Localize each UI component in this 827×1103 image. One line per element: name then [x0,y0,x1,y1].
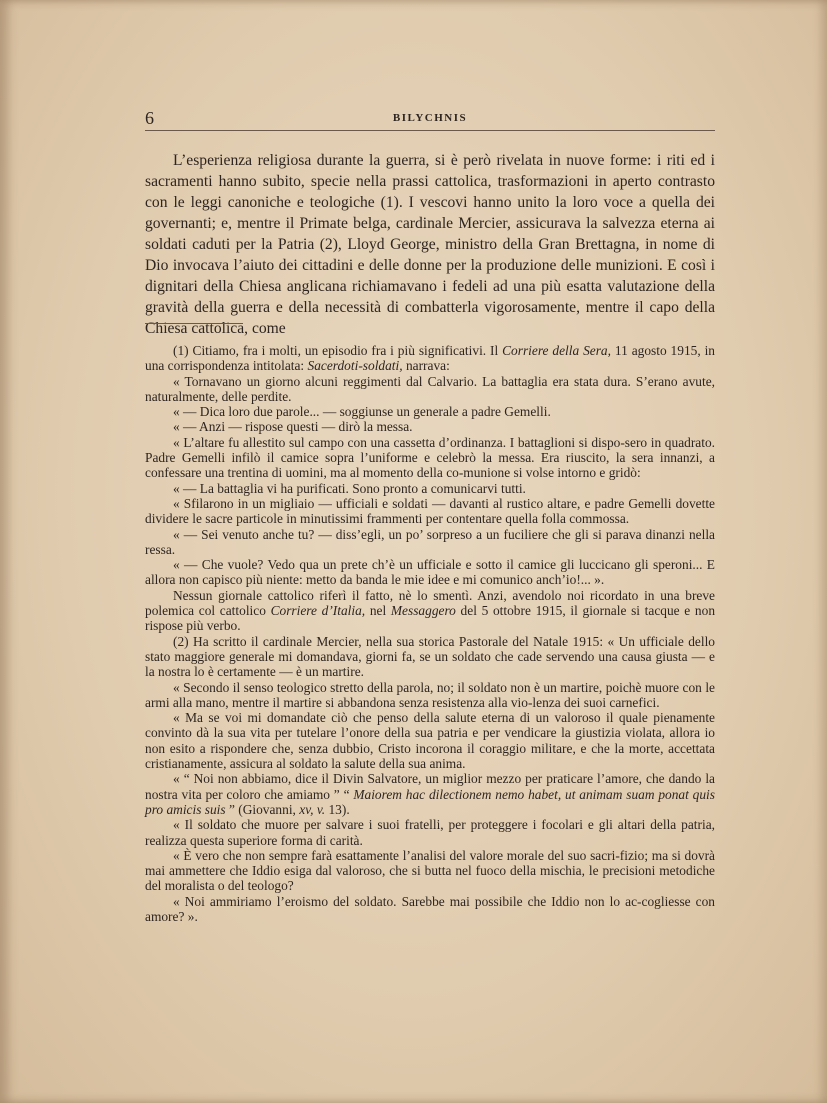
footnote-text: narrava: [402,358,450,374]
body-paragraph: L’esperienza religiosa durante la guerra, si è però rivelata in nuove forme: i riti ed i sacramenti hanno subito, specie nella prassi cattolica, trasformazioni in aperto contrasto con le leggi canoniche e teologiche (1). I vescovi hanno unito la loro voce a quella dei governanti; e, mentre il Primate belga, cardinale Mercier, assicurava la salvezza eterna ai soldati caduti per la Patria (2), Lloyd George, ministro della Gran Brettagna, in nome di Dio invocava l’aiuto dei cittadini e delle donne per la produzione delle munizioni. E così i dignitari della Chiesa anglicana richiamavano i fedeli ad una più esatta valutazione della gravità della guerra e della necessità di combatterla vigorosamente, mentre il capo della Chiesa cattolica, come [145,152,715,337]
footnote-text: del 5 ottobre 1915, il giornale si tacque e non rispose più verbo. [145,603,716,634]
footnote-2-quote: « Noi ammiriamo l’eroismo del soldato. Sarebbe mai possibile che Iddio non lo ac-cogliesse con amore? ». [145,893,715,924]
newspaper-title: Corriere della Sera, [502,343,611,358]
footnote-1-intro [145,343,715,374]
footnote-1-quote: « — La battaglia vi ha purificati. Sono pronto a comunicarvi tutti. [173,480,526,496]
latin-quote: Maiorem hac dilectionem nemo habet, ut animam suam ponat quis pro amicis suis [145,786,715,817]
footnote-1-quote: « Tornavano un giorno alcuni reggimenti dal Calvario. La battaglia era stata dura. S’erano avute, naturalmente, delle perdite. [145,373,715,404]
footnote-2-quote: « Il soldato che muore per salvare i suoi fratelli, per proteggere i focolari e gli altari della patria, realizza questa superiore forma di carità. [145,817,715,848]
footnote-2-quote: « Secondo il senso teologico stretto della parola, no; il soldato non è un martire, poichè muore con le armi alla mano, mentre il martire si abbandona senza resistenza alla vio-lenza dei suoi carnefici. [145,679,715,710]
footnote-1-closing [145,588,715,634]
footnote-text: nel [365,603,391,619]
footnote-separator [145,323,243,324]
footnote-text: 13). [325,801,350,817]
footnote-text: « “ Noi non abbiamo, dice il Divin Salvatore, un miglior mezzo per praticare l’amore, che dando la nostra vita per coloro che amiamo ” “ [145,771,715,802]
footnote-text: Nessun giornale cattolico riferì il fatto, nè lo smentì. Anzi, avendolo noi ricordato in una breve polemica col cattolico [145,587,715,619]
verse-reference: xv, v. [299,801,326,817]
footnote-1-quote: « — Anzi — rispose questi — dirò la messa. [173,419,413,435]
footnote-1-quote: « — Sei venuto anche tu? — diss’egli, un po’ sorpreso a un fuciliere che gli si parava dinanzi nella ressa. [145,526,715,557]
footnote-2-intro: (2) Ha scritto il cardinale Mercier, nella sua storica Pastorale del Natale 1915: « Un ufficiale dello stato maggiore generale mi domandava, giorni fa, se un soldato che cade servendo una causa giusta — e la nostra lo è certamente — è un martire. [145,633,715,680]
footnote-text: (1) Citiamo, fra i molti, un episodio fra i più significativi. Il [173,343,503,358]
footnote-1-quote: « Sfilarono in un migliaio — ufficiali e soldati — davanti al rustico altare, e padre Gemelli dovette dividere le sacre particole in minutissimi frammenti per contentare quella folla commossa. [145,495,715,527]
footnote-1-quote: « — Che vuole? Vedo qua un prete ch’è un ufficiale e sotto il camice gli luccicano gli speroni... E allora non capisco più niente: metto da banda le mie idee e mi comunico anch’io!... ». [145,557,715,588]
footnote-1-quote: « — Dica loro due parole... — soggiunse un generale a padre Gemelli. [173,404,551,420]
footnote-text: 11 agosto 1915, in una corrispondenza intitolata: [145,343,716,374]
footnote-2-quote [145,771,715,817]
page-number: 6 [145,108,154,128]
newspaper-title: Messaggero [390,603,456,619]
footnote-2-quote: « Ma se voi mi domandate ciò che penso della salute eterna di un valoroso il quale pienamente convinto dà la sua vita per tutelare l’onore della sua patria e per vendicare la giustizia violata, allora io non esito a rispondere che, senza dubbio, Cristo incorona il coraggio militare, e che la morte, accettata cristianamente, assicura al soldato la salute della sua anima. [145,710,715,772]
page-header [145,108,715,131]
main-text [145,150,715,339]
newspaper-title: Corriere d’Italia, [270,603,366,619]
footnote-1-quote: « L’altare fu allestito sul campo con una cassetta d’ordinanza. I battaglioni si dispo-sero in quadrato. Padre Gemelli infilò il camice sopra l’uniforme e celebrò la messa. Era riuscito, la sera innanzi, a confessare una trentina di uomini, ma al momento della co-munione si volse intorno e gridò: [145,434,715,481]
footnote-text: ” (Giovanni, [225,801,300,817]
footnotes [145,343,715,924]
footnote-2-quote: « È vero che non sempre farà esattamente l’analisi del valore morale del suo sacri-fizio; ma si dovrà mai ammettere che Iddio esiga dal valoroso, che si butta nel fuoco della mischia, le precisioni metodiche del moralista o del teologo? [145,847,715,894]
running-title: BILYCHNIS [392,112,468,124]
article-title: Sacerdoti-soldati, [307,358,403,374]
